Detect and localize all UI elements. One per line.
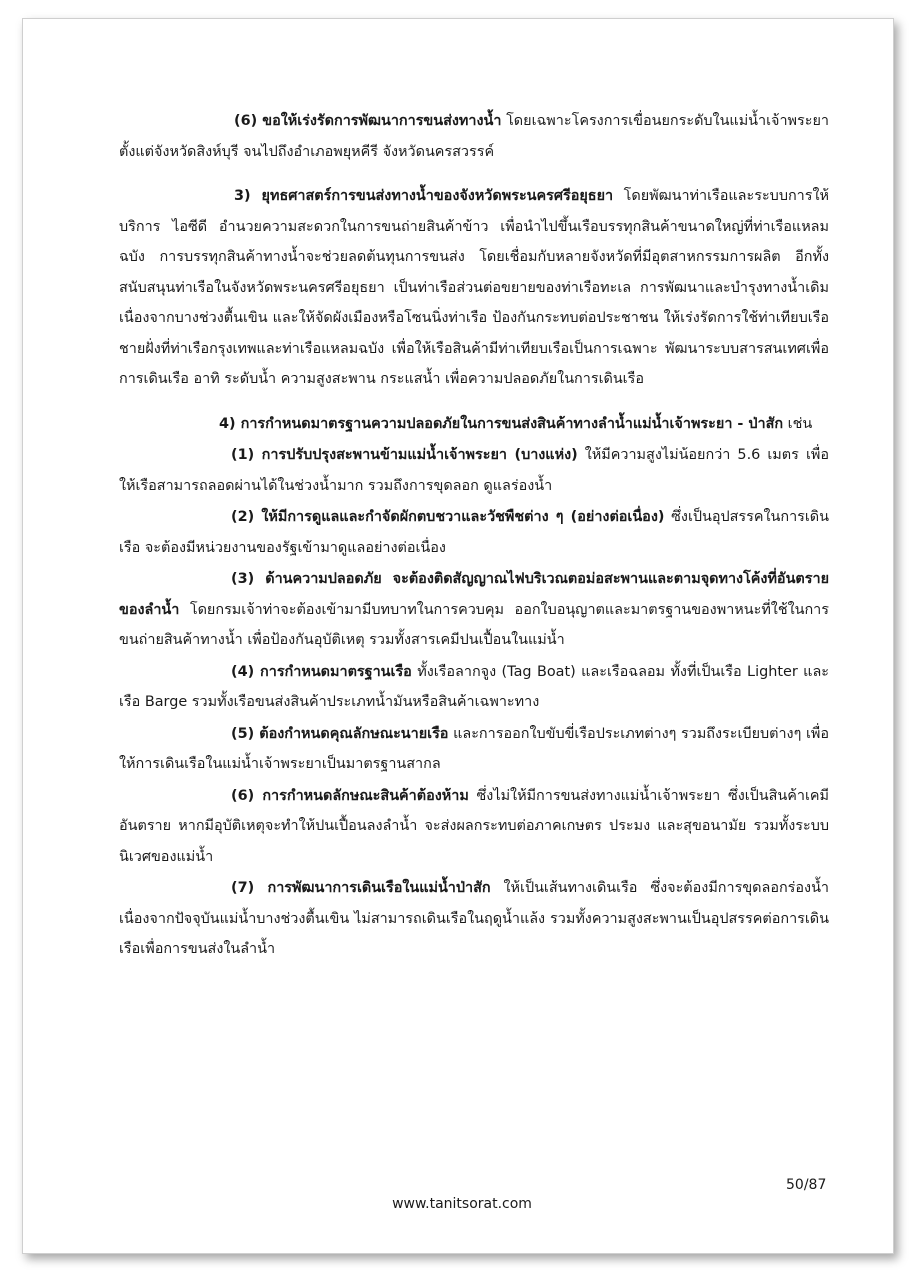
paragraph-6-waterway-development: (6) ขอให้เร่งรัดการพัฒนาการขนส่งทางน้ำ โดยเฉพาะโครงการเขื่อนยกระดับในแม่น้ำเจ้าพระยา ตั้งแต่จังหวัดสิงห์บุรี จนไปถึงอำเภอพยุหคีรี จังหวัดนครสวรรค์ bbox=[119, 113, 829, 160]
paragraph-1-bridge-improvement: (1) การปรับปรุงสะพานข้ามแม่น้ำเจ้าพระยา (บางแห่ง) ให้มีความสูงไม่น้อยกว่า 5.6 เมตร เพื่อให้เรือสามารถลอดผ่านได้ในช่วงน้ำมาก รวมถึงการขุดลอก ดูแลร่องน้ำ bbox=[119, 447, 829, 494]
paragraph-3-ayutthaya-strategy: 3) ยุทธศาสตร์การขนส่งทางน้ำของจังหวัดพระนครศรีอยุธยา โดยพัฒนาท่าเรือและระบบการให้บริการ ไอซีดี อำนวยความสะดวกในการขนถ่ายสินค้าข้าว เพื่อนำไปขึ้นเรือบรรทุกสินค้าขนาดใหญ่ที่ท่าเรือแหลมฉบัง การบรรทุกสินค้าทางน้ำจะช่วยลดต้นทุนการขนส่ง โดยเชื่อมกับหลายจังหวัดที่มีอุตสาหกรรมการผลิต อีกทั้งสนับสนุนท่าเรือในจังหวัดพระนครศรีอยุธยา เป็นท่าเรือส่วนต่อขยายของท่าเรือทะเล การพัฒนาและบำรุงทางน้ำเดิม เนื่องจากบางช่วงตื้นเขิน และให้จัดผังเมืองหรือโซนนิ่งท่าเรือ ป้องกันกระทบต่อประชาชน ให้เร่งรัดการใช้ท่าเทียบเรือชายฝั่งที่ท่าเรือกรุงเทพและท่าเรือแหลมฉบัง เพื่อให้เรือสินค้ามีท่าเทียบเรือเป็นการเฉพาะ พัฒนาระบบสารสนเทศเพื่อการเดินเรือ อาทิ ระดับน้ำ ความสูงสะพาน กระแสน้ำ เพื่อความปลอดภัยในการเดินเรือ bbox=[119, 188, 829, 387]
document-body bbox=[119, 106, 829, 965]
paragraph-2-weed-control: (2) ให้มีการดูแลและกำจัดผักตบชวาและวัชพืชต่าง ๆ (อย่างต่อเนื่อง) ซึ่งเป็นอุปสรรคในการเดินเรือ จะต้องมีหน่วยงานของรัฐเข้ามาดูแลอย่างต่อเนื่อง bbox=[119, 509, 829, 556]
paragraph-7-pasak-navigation: (7) การพัฒนาการเดินเรือในแม่น้ำป่าสัก ให้เป็นเส้นทางเดินเรือ ซึ่งจะต้องมีการขุดลอกร่องน้ำ เนื่องจากปัจจุบันแม่น้ำบางช่วงตื้นเขิน ไม่สามารถเดินเรือในฤดูน้ำแล้ง รวมทั้งความสูงสะพานเป็นอุปสรรคต่อการเดินเรือเพื่อการขนส่งในลำน้ำ bbox=[119, 880, 829, 957]
paragraph-4-vessel-standards: (4) การกำหนดมาตรฐานเรือ ทั้งเรือลากจูง (Tag Boat) และเรือฉลอม ทั้งที่เป็นเรือ Lighter และเรือ Barge รวมทั้งเรือขนส่งสินค้าประเภทน้ำมันหรือสินค้าเฉพาะทาง bbox=[119, 663, 829, 710]
paragraph-3-safety-lights: (3) ด้านความปลอดภัย จะต้องติดสัญญาณไฟบริเวณตอม่อสะพานและตามจุดทางโค้งที่อันตรายของลำน้ำ โดยกรมเจ้าท่าจะต้องเข้ามามีบทบาทในการควบคุม ออกใบอนุญาตและมาตรฐานของพาหนะที่ใช้ในการขนถ่ายสินค้าทางน้ำ เพื่อป้องกันอุบัติเหตุ รวมทั้งสารเคมีปนเปื้อนในแม่น้ำ bbox=[119, 571, 829, 648]
paragraph-5-captain-qualifications: (5) ต้องกำหนดคุณลักษณะนายเรือ และการออกใบขับขี่เรือประเภทต่างๆ รวมถึงระเบียบต่างๆ เพื่อให้การเดินเรือในแม่น้ำเจ้าพระยาเป็นมาตรฐานสากล bbox=[119, 725, 830, 772]
footer-website-link[interactable]: www.tanitsorat.com bbox=[392, 1196, 532, 1212]
paragraph-4-safety-standards: 4) การกำหนดมาตรฐานความปลอดภัยในการขนส่งสินค้าทางลำน้ำแม่น้ำเจ้าพระยา - ป่าสัก เช่น bbox=[219, 415, 813, 432]
paragraph-6-prohibited-goods: (6) การกำหนดลักษณะสินค้าต้องห้าม ซึ่งไม่ให้มีการขนส่งทางแม่น้ำเจ้าพระยา ซึ่งเป็นสินค้าเคมีอันตราย หากมีอุบัติเหตุจะทำให้ปนเปื้อนลงลำน้ำ จะส่งผลกระทบต่อภาคเกษตร ประมง และสุขอนามัย รวมทั้งระบบนิเวศของแม่น้ำ bbox=[119, 787, 829, 865]
page-number: 50/87 bbox=[786, 1177, 827, 1193]
